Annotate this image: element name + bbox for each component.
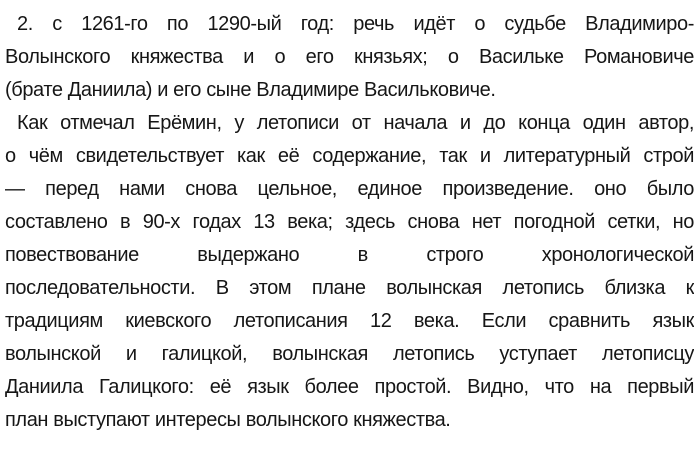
text-line: (брате Даниила) и его сыне Владимире Васильковиче. <box>5 79 496 101</box>
paragraph <box>5 107 694 437</box>
text-line: составлено в 90-х годах 13 века; здесь снова нет погодной сетки, но <box>5 211 694 233</box>
text-line: план выступают интересы волынского княжества. <box>5 409 451 431</box>
text-line: о чём свидетельствует как её содержание, так и литературный строй <box>5 145 694 167</box>
text-line: Волынского княжества и о его князьях; о Васильке Романовиче <box>5 46 694 68</box>
text-line: волынской и галицкой, волынская летопись уступает летописцу <box>5 343 694 365</box>
text-line: последовательности. В этом плане волынская летопись близка к <box>5 277 694 299</box>
paragraph <box>5 8 694 107</box>
text-line: — перед нами снова цельное, единое произведение. оно было <box>5 178 694 200</box>
text-line: традициям киевского летописания 12 века. Если сравнить язык <box>5 310 694 332</box>
text-line: Как отмечал Ерёмин, у летописи от начала и до конца один автор, <box>17 112 694 134</box>
text-line: повествование выдержано в строго хронологической <box>5 244 694 266</box>
text-line: Даниила Галицкого: её язык более простой. Видно, что на первый <box>5 376 694 398</box>
text-line: 2. с 1261-го по 1290-ый год: речь идёт о судьбе Владимиро- <box>17 13 694 35</box>
